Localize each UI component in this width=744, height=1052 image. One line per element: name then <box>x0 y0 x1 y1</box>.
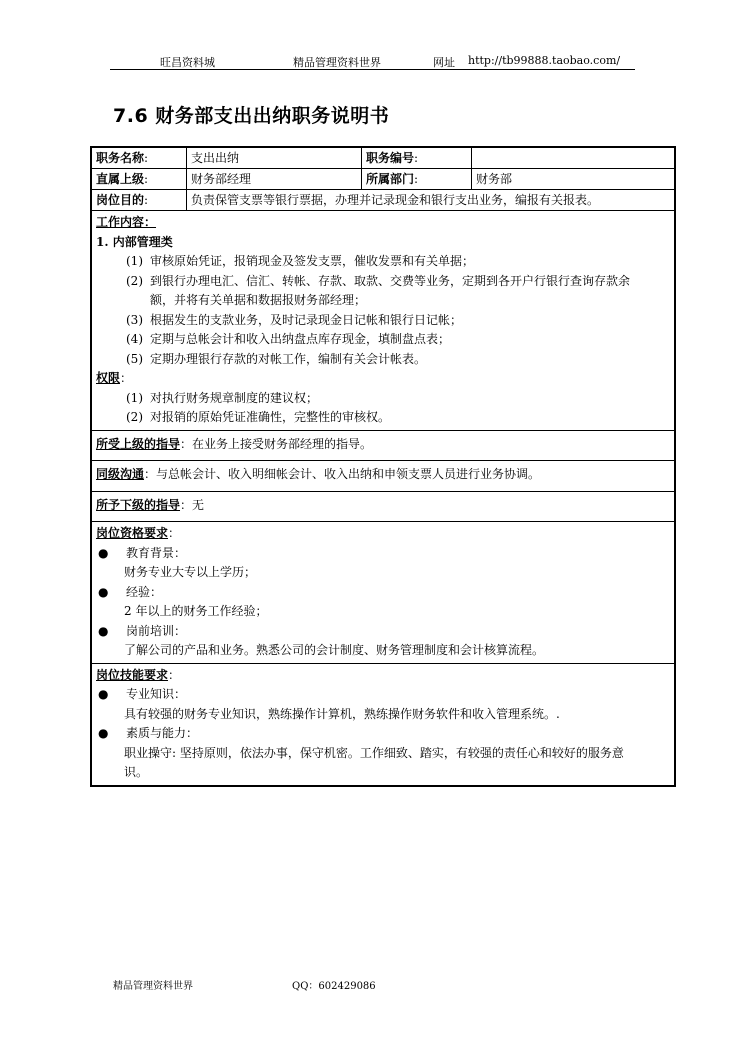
work-content-section <box>92 211 674 431</box>
bullet-dot-icon: ● <box>98 623 109 638</box>
list-item <box>96 330 670 350</box>
qualification-heading: 岗位资格要求 <box>96 526 169 540</box>
bullet-heading: 教育背景： <box>126 545 187 560</box>
info-row-1 <box>92 148 674 169</box>
superior-label: 所受上级的指导 <box>96 436 181 451</box>
header-divider <box>110 69 635 70</box>
superior-colon: ： <box>180 436 193 451</box>
peer-text: 与总帐会计、收入明细帐会计、收入出纳和申领支票人员进行业务协调。 <box>156 467 541 481</box>
bullet-heading: 岗前培训： <box>126 623 187 638</box>
label-colon: : <box>144 172 149 186</box>
superior-guidance-section <box>92 431 674 462</box>
work-subheading: 1. 内部管理类 <box>96 234 173 249</box>
rights-heading: 权限 <box>96 371 121 385</box>
label-text: 岗位目的 <box>96 193 145 207</box>
label-colon: : <box>414 151 419 165</box>
bullet-item <box>96 622 670 642</box>
bullet-text: 了解公司的产品和业务。熟悉公司的会计制度、财务管理制度和会计核算流程。 <box>124 643 545 657</box>
info-row-3 <box>92 190 674 211</box>
item-number: (3) <box>126 312 143 327</box>
label-text: 职务名称 <box>96 151 145 165</box>
peer-communication-section <box>92 461 674 492</box>
bullet-text: 职业操守: 坚持原则，依法办事，保守机密。工作细致、踏实，有较强的责任心和较好的服务意 <box>124 745 624 760</box>
bullet-heading: 专业知识： <box>126 687 187 701</box>
bullet-item <box>96 724 670 744</box>
subordinate-guidance-section <box>92 492 674 523</box>
work-heading: 工作内容： <box>96 215 157 229</box>
header-left: 旺昌资料城 <box>160 56 215 69</box>
label-colon: : <box>144 151 149 165</box>
peer-colon: ： <box>144 467 157 481</box>
subordinate-colon: ： <box>180 497 193 512</box>
item-text: 根据发生的支款业务，及时记录现金日记帐和银行日记帐； <box>150 312 463 327</box>
bullet-item <box>96 544 670 564</box>
list-item <box>96 389 670 409</box>
item-number: (2) <box>126 273 143 288</box>
bullet-dot-icon: ● <box>98 687 109 701</box>
skill-colon: ： <box>168 667 181 682</box>
label-cell <box>92 169 187 189</box>
bullet-item <box>96 583 670 603</box>
item-number: (5) <box>126 351 143 366</box>
item-number: (4) <box>126 332 143 346</box>
item-text: 对报销的原始凭证准确性，完整性的审核权。 <box>150 410 391 424</box>
item-text: 定期与总帐会计和收入出纳盘点库存现金，填制盘点表； <box>150 332 451 346</box>
list-item-continuation: 额，并将有关单据和数据报财务部经理； <box>150 293 367 307</box>
header-url-link[interactable]: http://tb99888.taobao.com/ <box>468 54 621 67</box>
label-text: 所属部门 <box>366 172 415 186</box>
header-url-label: 网址 <box>433 56 455 69</box>
label-colon: : <box>414 172 419 186</box>
list-item <box>96 272 670 292</box>
qualification-section <box>92 522 674 664</box>
info-row-2 <box>92 169 674 190</box>
label-text: 直属上级 <box>96 172 145 186</box>
superior-text: 在业务上接受财务部经理的指导。 <box>192 436 373 451</box>
label-colon: : <box>144 193 149 207</box>
peer-label: 同级沟通 <box>96 467 145 481</box>
label-cell <box>362 169 472 189</box>
qualification-colon: ： <box>168 526 181 540</box>
page-title: 7.6 财务部支出出纳职务说明书 <box>113 105 390 127</box>
header-mid: 精品管理资料世界 <box>293 56 381 69</box>
value-cell: 支出出纳 <box>187 148 362 168</box>
item-text: 到银行办理电汇、信汇、转帐、存款、取款、交费等业务，定期到各开户行银行查询存款余 <box>150 273 631 288</box>
bullet-dot-icon: ● <box>98 726 109 740</box>
list-item <box>96 311 670 331</box>
item-number: (1) <box>126 390 143 405</box>
label-cell <box>362 148 472 168</box>
item-text: 审核原始凭证，报销现金及签发支票，催收发票和有关单据； <box>150 254 475 268</box>
item-text: 定期办理银行存款的对帐工作，编制有关会计帐表。 <box>150 351 427 366</box>
list-item <box>96 350 670 370</box>
item-number: (2) <box>126 410 143 424</box>
footer-qq: QQ：602429086 <box>292 981 376 992</box>
skill-section <box>92 664 674 785</box>
job-description-table <box>90 146 676 787</box>
bullet-text: 2 年以上的财务工作经验； <box>124 604 268 618</box>
bullet-heading: 经验： <box>126 584 163 599</box>
bullet-text: 具有较强的财务专业知识，熟练操作计算机，熟练操作财务软件和收入管理系统。. <box>124 706 560 721</box>
item-number: (1) <box>126 254 143 268</box>
label-cell <box>92 190 187 210</box>
list-item <box>96 252 670 272</box>
item-text: 对执行财务规章制度的建议权； <box>150 390 319 405</box>
value-cell <box>472 148 674 168</box>
bullet-dot-icon: ● <box>98 545 109 560</box>
value-cell: 财务部 <box>476 172 513 186</box>
bullet-item <box>96 685 670 705</box>
label-cell <box>92 148 187 168</box>
skill-heading: 岗位技能要求 <box>96 667 169 682</box>
label-text: 职务编号 <box>366 151 415 165</box>
bullet-dot-icon: ● <box>98 584 109 599</box>
bullet-heading: 素质与能力： <box>126 726 199 740</box>
bullet-text: 财务专业大专以上学历； <box>124 565 257 579</box>
rights-colon: ： <box>120 371 133 385</box>
value-cell: 负责保管支票等银行票据，办理并记录现金和银行支出业务，编报有关报表。 <box>191 193 600 207</box>
footer-left: 精品管理资料世界 <box>113 981 193 992</box>
bullet-text-continuation: 识。 <box>124 765 149 779</box>
subordinate-label: 所予下级的指导 <box>96 497 181 512</box>
list-item <box>96 408 670 428</box>
value-cell: 财务部经理 <box>187 169 362 189</box>
subordinate-text: 无 <box>192 497 205 512</box>
